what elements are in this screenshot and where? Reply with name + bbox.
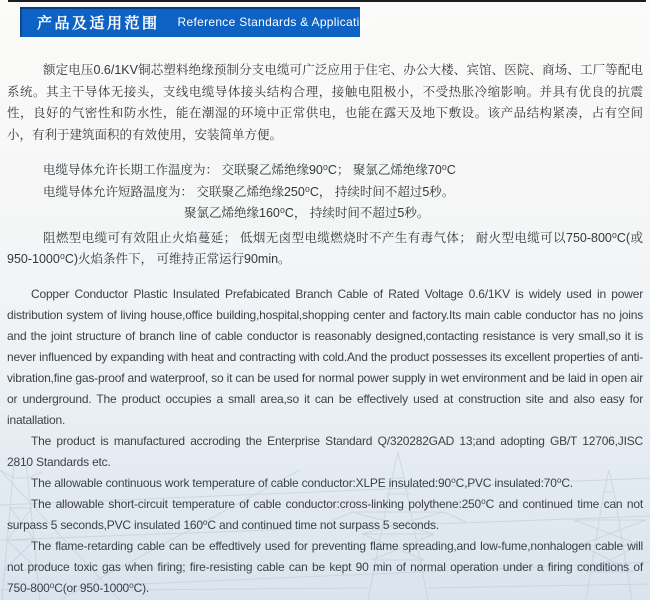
section-title-english: Reference Standards & Application bbox=[177, 15, 374, 29]
short-circuit-pvc-line: 聚氯乙烯绝缘160⁰C， 持续时间不超过5秒。 bbox=[184, 206, 430, 220]
document-body bbox=[7, 60, 643, 599]
temperature-spec-block bbox=[7, 160, 643, 225]
english-flame-retardant-paragraph: The flame-retarding cable can be effedtively used for preventing flame spreading,and low-fume,nonhalogen cable will not produce toxic gas when firing; fire-resisting cable can be kept 90 min of normal operation under a firing conditions of 750-800⁰C(or 950-1000⁰C). bbox=[7, 538, 643, 595]
short-circuit-temperature-line: 电缆导体允许短路温度为： 交联聚乙烯绝缘250⁰C， 持续时间不超过5秒。 bbox=[43, 184, 455, 199]
long-term-temperature-line: 电缆导体允许长期工作温度为： 交联聚乙烯绝缘90⁰C； 聚氯乙烯绝缘70⁰C bbox=[43, 163, 456, 177]
chinese-flame-retardant-paragraph: 阻燃型电缆可有效阻止火焰蔓延； 低烟无卤型电缆燃烧时不产生有毒气体； 耐火型电缆可以750-800⁰C(或950-1000⁰C)火焰条件下， 可维持正常运行90min。 bbox=[7, 230, 643, 266]
chinese-intro-paragraph: 额定电压0.6/1KV铜芯塑料绝缘预制分支电缆可广泛应用于住宅、办公大楼、宾馆、医院、商场、工厂等配电系统。其主干导体无接头，支线电缆导体接头结构合理，接触电阻极小，不受热胀冷缩影响。并具有优良的抗震性，良好的气密性和防水性，能在潮湿的环境中正常供电，也能在露天及地下敷设。该产品结构紧凑，占有空间小，有利于建筑面积的有效使用，安装简单方便。 bbox=[7, 63, 643, 142]
section-header-banner bbox=[20, 7, 374, 37]
english-section bbox=[7, 284, 643, 599]
english-short-circuit-paragraph: The allowable short-circuit temperature of cable conductor:cross-linking polythene:250⁰C and continued time can not surpass 5 seconds,PVC insulated 160⁰C and continued time not surpass 5 seconds. bbox=[7, 496, 643, 532]
english-work-temperature-paragraph: The allowable continuous work temperature of cable conductor:XLPE insulated:90⁰C,PVC insulated:70⁰C. bbox=[31, 475, 573, 490]
english-intro-paragraph: Copper Conductor Plastic Insulated Prefabicated Branch Cable of Rated Voltage 0.6/1KV is widely used in power distribution system of living house,office building,hospital,shopping center and factory.Its main cable conductor has no joins and the joint structure of branch line of cable conductor is reasonably designed,contacting resistance is very small,so it is never influenced by expanding with heat and contracting with cold.And the product possesses its excellent properties of anti-vibration,fine gas-proof and waterproof, so it can be used for normal power supply in wet environment and be laid in open air or underground. The product occupies a small area,so it can be effectively used at construction site and also easy for inatallation. bbox=[7, 286, 643, 427]
english-standards-paragraph: The product is manufactured accroding the Enterprise Standard Q/320282GAD 13;and adopting GB/T 12706,JISC 2810 Standards etc. bbox=[7, 433, 643, 469]
top-border-rule bbox=[8, 0, 646, 2]
section-title-chinese: 产品及适用范围 bbox=[37, 14, 160, 32]
